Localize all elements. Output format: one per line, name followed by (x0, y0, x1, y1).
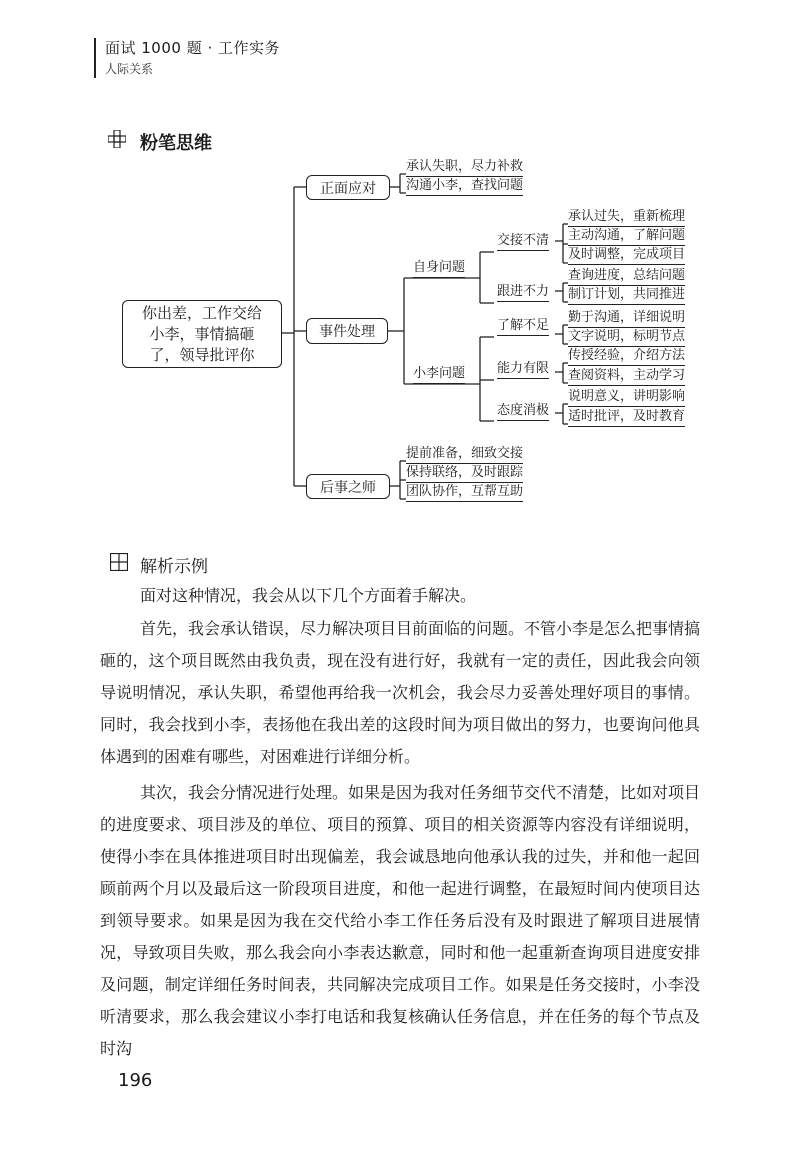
leaf-item: 沟通小李，查找问题 (406, 177, 523, 196)
mindmap-root: 你出差，工作交给小李，事情搞砸了，领导批评你 (122, 300, 282, 368)
grid-icon (110, 553, 128, 571)
section-title-mindmap: 粉笔思维 (140, 133, 212, 154)
sub-followup-weak: 跟进不力 (497, 283, 549, 302)
group-self-issue: 自身问题 (413, 259, 465, 278)
branch-positive-response: 正面应对 (306, 175, 390, 200)
branch-lessons-learned: 后事之师 (306, 474, 390, 499)
paragraph-intro: 面对这种情况，我会从以下几个方面着手解决。 (140, 586, 477, 605)
sub-attitude-negative: 态度消极 (497, 402, 549, 421)
leaf-item: 说明意义，讲明影响 (568, 388, 685, 407)
leaf-item: 团队协作，互帮互助 (406, 483, 523, 502)
section-title-analysis: 解析示例 (140, 557, 208, 577)
leaf-item: 文字说明，标明节点 (568, 328, 685, 347)
leaf-item: 及时调整，完成项目 (568, 246, 685, 265)
page-number: 196 (118, 1070, 153, 1091)
leaf-item: 承认失职，尽力补救 (406, 158, 523, 177)
leaf-item: 保持联络，及时跟踪 (406, 464, 523, 483)
leaf-item: 适时批评，及时教育 (568, 408, 685, 427)
sub-understanding-lacking: 了解不足 (497, 317, 549, 336)
group-xiaoli-issue: 小李问题 (413, 365, 465, 384)
leaf-item: 传授经验，介绍方法 (568, 347, 685, 366)
leaf-item: 承认过失，重新梳理 (568, 208, 685, 227)
leaf-item: 主动沟通，了解问题 (568, 227, 685, 246)
leaf-item: 提前准备，细致交接 (406, 445, 523, 464)
leaf-item: 查阅资料，主动学习 (568, 367, 685, 386)
leaf-item: 勤于沟通，详细说明 (568, 309, 685, 328)
chapter-subtitle: 人际关系 (105, 62, 154, 76)
paragraph-second: 其次，我会分情况进行处理。如果是因为我对任务细节交代不清楚，比如对项目的进度要求、项目涉及的单位、项目的预算、项目的相关资源等内容没有详细说明，使得小李在具体推进项目时出现偏差，我会诚恳地向他承认我的过失，并和他一起回顾前两个月以及最后这一阶段项目进度，和他一起进行调整，在最短时间内使项目达到领导要求。如果是因为我在交代给小李工作任务后没有及时跟进了解项目进展情况，导致项目失败，那么我会向小李表达歉意，同时和他一起重新查询项目进度安排及问题，制定详细任务时间表，共同解决完成项目工作。如果是任务交接时，小李没听清要求，那么我会建议小李打电话和我复核确认任务信息，并在任务的每个节点及时沟 (100, 783, 701, 1058)
leaf-item: 查询进度，总结问题 (568, 267, 685, 286)
paragraph-first: 首先，我会承认错误，尽力解决项目目前面临的问题。不管小李是怎么把事情搞砸的，这个项目既然由我负责，现在没有进行好，我就有一定的责任，因此我会向领导说明情况，承认失职，希望他再给我一次机会，我会尽力妥善处理好项目的事情。同时，我会找到小李，表扬他在我出差的这段时间为项目做出的努力，也要询问他具体遇到的困难有哪些，对困难进行详细分析。 (100, 619, 701, 766)
leaf-item: 制订计划，共同推进 (568, 286, 685, 305)
book-title: 面试 1000 题 · 工作实务 (105, 39, 281, 57)
sub-ability-limited: 能力有限 (497, 360, 549, 379)
branch-event-handling: 事件处理 (306, 318, 388, 344)
sub-handover-unclear: 交接不清 (497, 232, 549, 251)
